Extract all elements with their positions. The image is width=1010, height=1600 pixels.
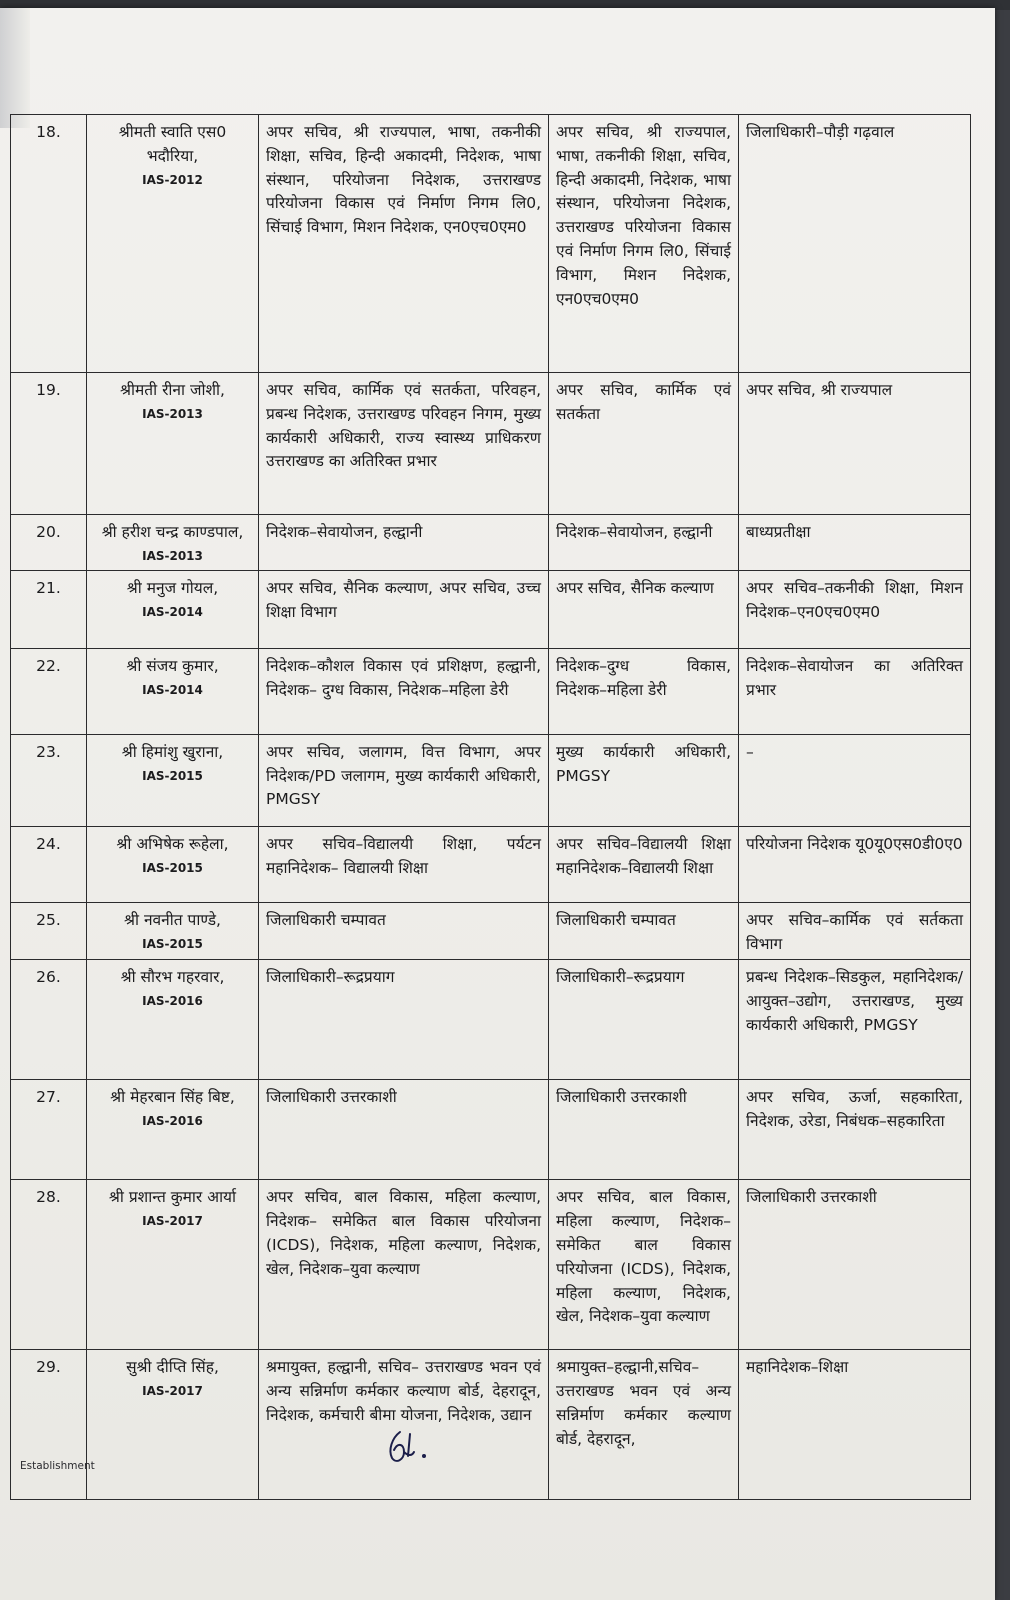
officer-batch: IAS-2015: [142, 860, 203, 875]
retained-posting: अपर सचिव–विद्यालयी शिक्षा महानिदेशक–विद्यालयी शिक्षा: [549, 826, 739, 902]
officer-batch: IAS-2012: [142, 172, 203, 187]
retained-posting: अपर सचिव, सैनिक कल्याण: [549, 570, 739, 648]
new-posting: निदेशक–सेवायोजन का अतिरिक्त प्रभार: [739, 648, 971, 734]
officer-name: श्री सौरभ गहरवार,: [120, 968, 225, 987]
officer-name: श्री मनुज गोयल,: [126, 578, 219, 597]
current-posting: श्रमायुक्त, हल्द्वानी, सचिव– उत्तराखण्ड भवन एवं अन्य सन्निर्माण कर्मकार कल्याण बोर्ड, देहरादून, निदेशक, कर्मचारी बीमा योजना, निदेशक, उद्यान: [259, 1350, 549, 1500]
new-posting: जिलाधिकारी उत्तरकाशी: [739, 1180, 971, 1350]
officer-batch: IAS-2014: [142, 604, 203, 619]
retained-posting: निदेशक–दुग्ध विकास, निदेशक–महिला डेरी: [549, 648, 739, 734]
document-page: [0, 8, 995, 1600]
retained-posting: जिलाधिकारी चम्पावत: [549, 902, 739, 960]
officer-name-cell: [87, 1350, 259, 1500]
officer-name: श्रीमती रीना जोशी,: [120, 381, 225, 399]
table-row: [11, 1080, 971, 1180]
table-row: [11, 373, 971, 515]
table-row: [11, 960, 971, 1080]
current-posting: अपर सचिव–विद्यालयी शिक्षा, पर्यटन महानिदेशक– विद्यालयी शिक्षा: [259, 826, 549, 902]
officer-batch: IAS-2015: [142, 768, 203, 783]
serial-number: 28.: [11, 1180, 87, 1350]
page-fold-shadow: [0, 8, 30, 128]
serial-number: 21.: [11, 570, 87, 648]
officer-batch: IAS-2013: [142, 548, 203, 563]
officer-name: श्री नवनीत पाण्डे,: [124, 910, 221, 929]
serial-number: 27.: [11, 1080, 87, 1180]
new-posting: अपर सचिव–कार्मिक एवं सर्तकता विभाग: [739, 902, 971, 960]
serial-number: 24.: [11, 826, 87, 902]
new-posting: –: [739, 734, 971, 826]
table-row: [11, 902, 971, 960]
current-posting: अपर सचिव, कार्मिक एवं सतर्कता, परिवहन, प्रबन्ध निदेशक, उत्तराखण्ड परिवहन निगम, मुख्य कार्यकारी अधिकारी, राज्य स्वास्थ्य प्राधिकरण उत्तराखण्ड का अतिरिक्त प्रभार: [259, 373, 549, 515]
serial-number: 23.: [11, 734, 87, 826]
serial-number: 19.: [11, 373, 87, 515]
new-posting: महानिदेशक–शिक्षा: [739, 1350, 971, 1500]
serial-number: 20.: [11, 515, 87, 571]
serial-number: 22.: [11, 648, 87, 734]
table-row: [11, 1180, 971, 1350]
current-posting: जिलाधिकारी–रूद्रप्रयाग: [259, 960, 549, 1080]
retained-posting: अपर सचिव, श्री राज्यपाल, भाषा, तकनीकी शिक्षा, सचिव, हिन्दी अकादमी, निदेशक, भाषा संस्थान, परियोजना निदेशक, उत्तराखण्ड परियोजना विकास एवं निर्माण निगम लि0, सिंचाई विभाग, मिशन निदेशक, एन0एच0एम0: [549, 115, 739, 373]
handwritten-signature: [380, 1426, 440, 1470]
table-row: [11, 115, 971, 373]
officer-name-cell: [87, 373, 259, 515]
retained-posting: अपर सचिव, बाल विकास, महिला कल्याण, निदेशक–समेकित बाल विकास परियोजना (ICDS), निदेशक, महिला कल्याण, निदेशक, खेल, निदेशक–युवा कल्याण: [549, 1180, 739, 1350]
officer-name-cell: [87, 1180, 259, 1350]
retained-posting: मुख्य कार्यकारी अधिकारी, PMGSY: [549, 734, 739, 826]
current-posting: निदेशक–सेवायोजन, हल्द्वानी: [259, 515, 549, 571]
new-posting: अपर सचिव, श्री राज्यपाल: [739, 373, 971, 515]
current-posting: जिलाधिकारी उत्तरकाशी: [259, 1080, 549, 1180]
officer-batch: IAS-2017: [142, 1384, 203, 1399]
current-posting: अपर सचिव, जलागम, वित्त विभाग, अपर निदेशक/PD जलागम, मुख्य कार्यकारी अधिकारी, PMGSY: [259, 734, 549, 826]
retained-posting: अपर सचिव, कार्मिक एवं सतर्कता: [549, 373, 739, 515]
officer-batch: IAS-2014: [142, 682, 203, 697]
current-posting: अपर सचिव, श्री राज्यपाल, भाषा, तकनीकी शिक्षा, सचिव, हिन्दी अकादमी, निदेशक, भाषा संस्थान, परियोजना निदेशक, उत्तराखण्ड परियोजना विकास एवं निर्माण निगम लि0, सिंचाई विभाग, मिशन निदेशक, एन0एच0एम0: [259, 115, 549, 373]
table-row: [11, 648, 971, 734]
retained-posting: जिलाधिकारी उत्तरकाशी: [549, 1080, 739, 1180]
officer-name: श्री अभिषेक रूहेला,: [116, 834, 229, 853]
footer-label: Establishment: [20, 1460, 95, 1472]
officer-batch: IAS-2016: [142, 994, 203, 1009]
officer-name-cell: [87, 960, 259, 1080]
officer-name-cell: [87, 826, 259, 902]
officer-name: श्री हरीश चन्द्र काण्डपाल,: [101, 523, 244, 541]
table-row: [11, 1350, 971, 1500]
serial-number: 18.: [11, 115, 87, 373]
new-posting: अपर सचिव–तकनीकी शिक्षा, मिशन निदेशक–एन0एच0एम0: [739, 570, 971, 648]
officer-name: श्री हिमांशु खुराना,: [121, 742, 224, 761]
serial-number: 29.: [11, 1350, 87, 1500]
officer-name-cell: [87, 648, 259, 734]
officer-batch: IAS-2015: [142, 936, 203, 951]
officer-name: श्री मेहरबान सिंह बिष्ट,: [110, 1088, 235, 1107]
retained-posting: निदेशक–सेवायोजन, हल्द्वानी: [549, 515, 739, 571]
officer-name: श्री प्रशान्त कुमार आर्या: [108, 1188, 237, 1207]
new-posting: अपर सचिव, ऊर्जा, सहकारिता, निदेशक, उरेडा, निबंधक–सहकारिता: [739, 1080, 971, 1180]
officer-name: श्री संजय कुमार,: [126, 656, 219, 675]
officer-name-cell: [87, 1080, 259, 1180]
current-posting: अपर सचिव, सैनिक कल्याण, अपर सचिव, उच्च शिक्षा विभाग: [259, 570, 549, 648]
officer-batch: IAS-2016: [142, 1114, 203, 1129]
table-row: [11, 734, 971, 826]
officer-batch: IAS-2013: [142, 406, 203, 421]
officer-batch: IAS-2017: [142, 1214, 203, 1229]
serial-number: 26.: [11, 960, 87, 1080]
officer-name-cell: [87, 115, 259, 373]
current-posting: अपर सचिव, बाल विकास, महिला कल्याण, निदेशक– समेकित बाल विकास परियोजना (ICDS), निदेशक, महिला कल्याण, निदेशक, खेल, निदेशक–युवा कल्याण: [259, 1180, 549, 1350]
officer-name-cell: [87, 570, 259, 648]
officer-name-cell: [87, 902, 259, 960]
transfer-table: [10, 114, 971, 1500]
serial-number: 25.: [11, 902, 87, 960]
new-posting: परियोजना निदेशक यू0यू0एस0डी0ए0: [739, 826, 971, 902]
current-posting: जिलाधिकारी चम्पावत: [259, 902, 549, 960]
officer-name-cell: [87, 734, 259, 826]
officer-name: सुश्री दीप्ति सिंह,: [126, 1358, 219, 1377]
table-row: [11, 826, 971, 902]
officer-name: श्रीमती स्वाति एस0 भदौरिया,: [118, 123, 227, 165]
new-posting: बाध्यप्रतीक्षा: [739, 515, 971, 571]
new-posting: प्रबन्ध निदेशक–सिडकुल, महानिदेशक/आयुक्त–उद्योग, उत्तराखण्ड, मुख्य कार्यकारी अधिकारी, PMGSY: [739, 960, 971, 1080]
current-posting: निदेशक–कौशल विकास एवं प्रशिक्षण, हल्द्वानी, निदेशक– दुग्ध विकास, निदेशक–महिला डेरी: [259, 648, 549, 734]
retained-posting: श्रमायुक्त–हल्द्वानी,सचिव– उत्तराखण्ड भवन एवं अन्य सन्निर्माण कर्मकार कल्याण बोर्ड, देहरादून,: [549, 1350, 739, 1500]
table-row: [11, 515, 971, 571]
table-row: [11, 570, 971, 648]
retained-posting: जिलाधिकारी–रूद्रप्रयाग: [549, 960, 739, 1080]
new-posting: जिलाधिकारी–पौड़ी गढ़वाल: [739, 115, 971, 373]
officer-name-cell: [87, 515, 259, 571]
